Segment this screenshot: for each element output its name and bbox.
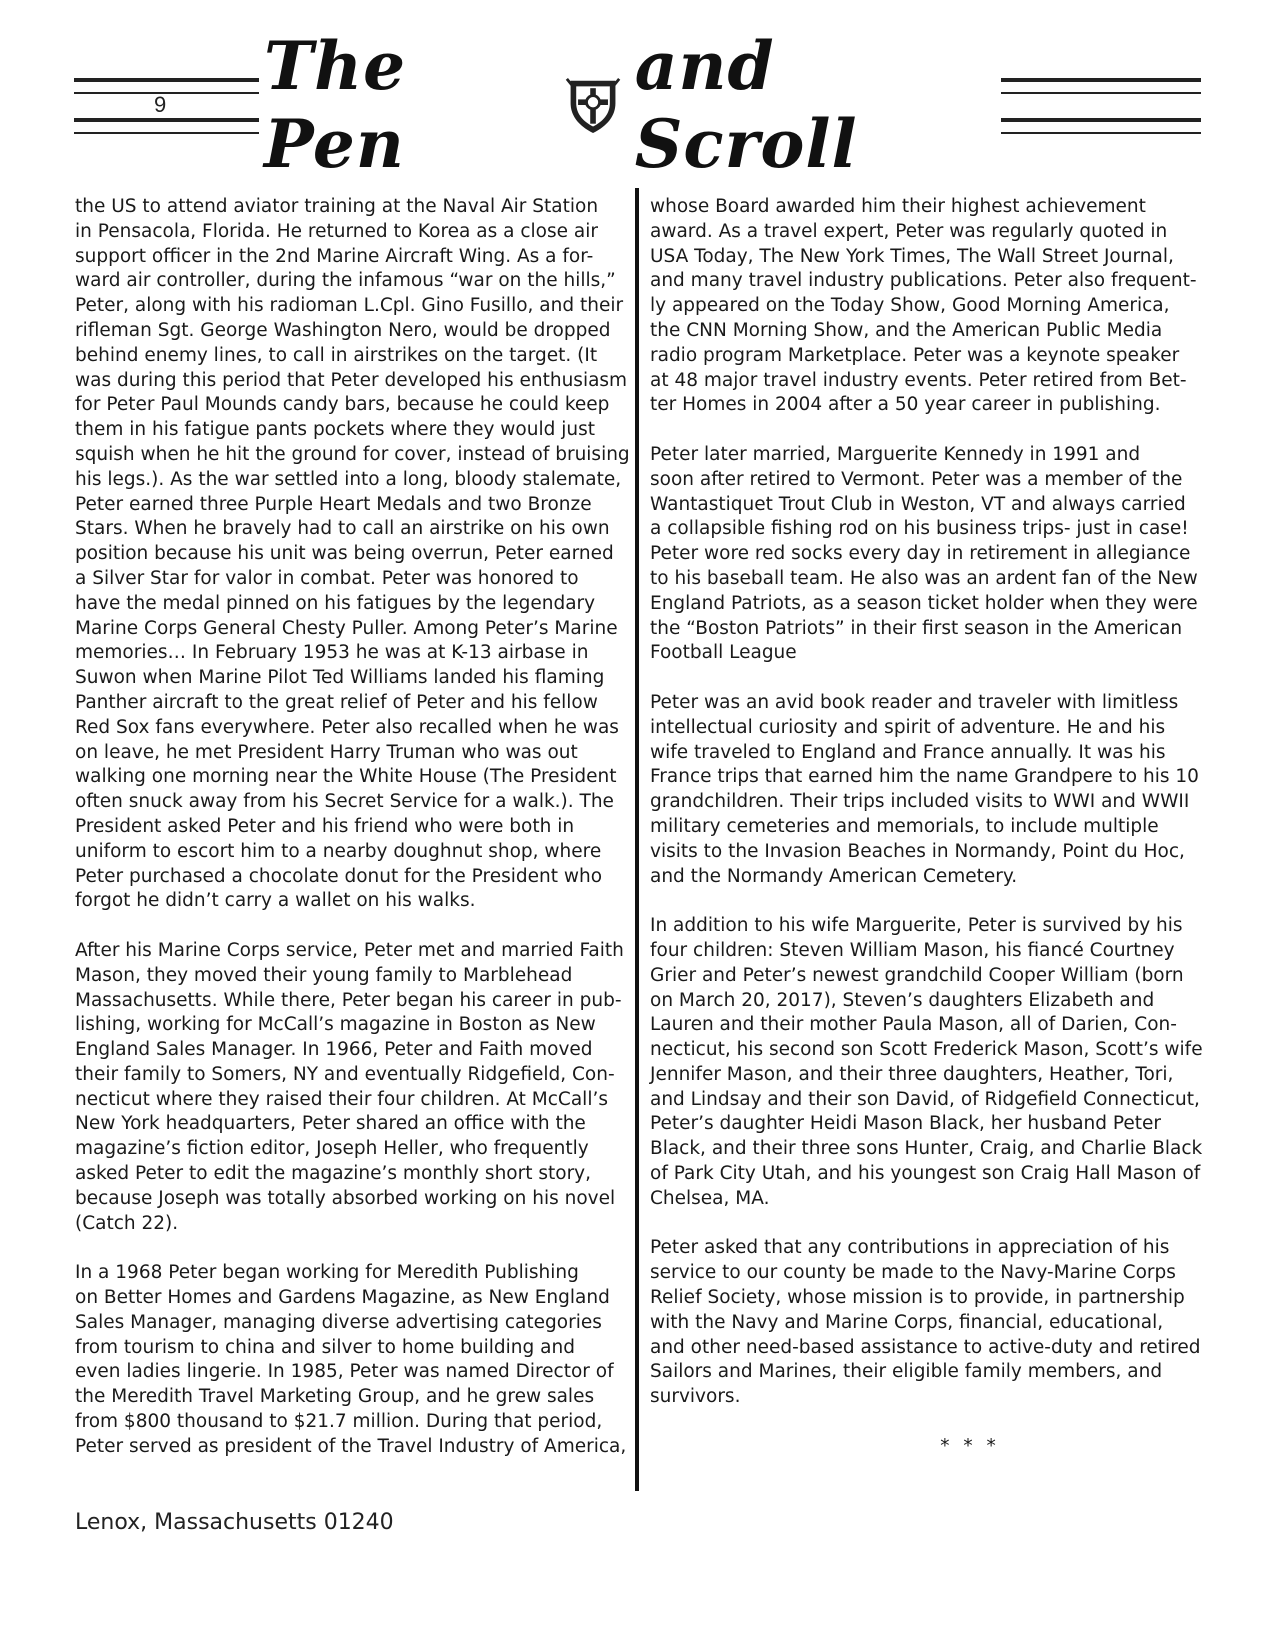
- masthead-title: [264, 27, 996, 183]
- paragraph: Peter was an avid book reader and traveler with limitless intellectual curiosity and spirit of adventure. He and his wife traveled to England and France annually. It was his France trips that earned him the name Grandpere to his 10 grandchildren. Their trips included visits to WWI and WWII military cemeteries and memorials, to include multiple visits to the Invasion Beaches in Normandy, Point du Hoc, and the Normandy American Cemetery.: [650, 691, 1199, 887]
- paragraph: the US to attend aviator training at the Naval Air Station in Pensacola, Florida. He returned to Korea as a close air support officer in the 2nd Marine Aircraft Wing. As a for- ward air controller, during the infamous “war on the hills,” Peter, along with his radioman L.Cpl. Gino Fusillo, and their rifleman Sgt. George Washington Nero, would be dropped behind enemy lines, to call in airstrikes on the target. (It was during this period that Peter developed his enthusiasm for Peter Paul Mounds candy bars, because he could keep them in his fatigue pants pockets where they would just squish when he hit the ground for cover, instead of bruising his legs.). As the war settled into a long, bloody stalemate, Peter earned three Purple Heart Medals and two Bronze Stars. When he bravely had to call an airstrike on his own position because his unit was being overrun, Peter earned a Silver Star for valor in combat. Peter was honored to have the medal pinned on his fatigues by the legendary Marine Corps General Chesty Puller. Among Peter’s Marine memories… In February 1953 he was at K-13 airbase in Suwon when Marine Pilot Ted Williams landed his flaming Panther aircraft to the great relief of Peter and his fellow Red Sox fans everywhere. Peter also recalled when he was on leave, he met President Harry Truman who was out walking one morning near the White House (The President often snuck away from his Secret Service for a walk.). The President asked Peter and his friend who were both in uniform to escort him to a nearby doughnut shop, where Peter purchased a chocolate donut for the President who forgot he didn’t carry a wallet on his walks.: [75, 196, 630, 912]
- crest-icon: [565, 73, 621, 137]
- paragraph: After his Marine Corps service, Peter met and married Faith Mason, they moved their young family to Marblehead Massachusetts. While there, Peter began his career in pub- lishing, working for McCall’s magazine in Boston as New England Sales Manager. In 1966, Peter and Faith moved their family to Somers, NY and eventually Ridgefield, Con- necticut where they raised their four children. At McCall’s New York headquarters, Peter shared an office with the magazine’s fiction editor, Joseph Heller, who frequently asked Peter to edit the magazine’s monthly short story, because Joseph was totally absorbed working on his novel (Catch 22).: [75, 939, 624, 1234]
- footer-address: Lenox, Massachusetts 01240: [75, 1510, 394, 1535]
- right-column: [650, 195, 1210, 1484]
- masthead: [74, 27, 1201, 183]
- paragraph: whose Board awarded him their highest achievement award. As a travel expert, Peter was regularly quoted in USA Today, The New York Times, The Wall Street Journal, and many travel industry publications. Peter also frequent- ly appeared on the Today Show, Good Morning America, the CNN Morning Show, and the American Public Media radio program Marketplace. Peter was a keynote speaker at 48 major travel industry events. Peter retired from Bet- ter Homes in 2004 after a 50 year career in publishing.: [650, 196, 1197, 416]
- masthead-rule-left-top: [74, 78, 259, 94]
- left-column: [75, 195, 635, 1484]
- page-number: 9: [154, 92, 167, 117]
- paragraph: Peter later married, Marguerite Kennedy in 1991 and soon after retired to Vermont. Peter was a member of the Wantastiquet Trout Club in Weston, VT and always carried a collapsible fishing rod on his business trips- just in case! Peter wore red socks every day in retirement in allegiance to his baseball team. He also was an ardent fan of the New England Patriots, as a season ticket holder when they were the “Boston Patriots” in their first season in the American Football League: [650, 443, 1198, 664]
- title-right: and Scroll: [634, 27, 858, 183]
- paragraph: Peter asked that any contributions in appreciation of his service to our county be made to the Navy-Marine Corps Relief Society, whose mission is to provide, in partnership with the Navy and Marine Corps, financial, educational, and other need-based assistance to active-duty and retired Sailors and Marines, their eligible family members, and survivors.: [650, 1237, 1201, 1408]
- masthead-rule-right-top: [1001, 78, 1201, 94]
- column-divider: [635, 188, 639, 1491]
- masthead-rule-right-bottom: [1001, 118, 1201, 134]
- end-mark: * * *: [940, 1435, 1000, 1457]
- masthead-rule-left-bottom: [74, 118, 259, 134]
- title-left: The Pen: [264, 27, 407, 183]
- paragraph: In addition to his wife Marguerite, Peter is survived by his four children: Steven William Mason, his fiancé Courtney Grier and Peter’s newest grandchild Cooper William (born on March 20, 2017), Steven’s daughters Elizabeth and Lauren and their mother Paula Mason, all of Darien, Con- necticut, his second son Scott Frederick Mason, Scott’s wife Jennifer Mason, and their three daughters, Heather, Tori, and Lindsay and their son David, of Ridgefield Connecticut, Peter’s daughter Heidi Mason Black, her husband Peter Black, and their three sons Hunter, Craig, and Charlie Black of Park City Utah, and his youngest son Craig Hall Mason of Chelsea, MA.: [650, 915, 1203, 1209]
- paragraph: In a 1968 Peter began working for Meredith Publishing on Better Homes and Gardens Magazine, as New England Sales Manager, managing diverse advertising categories from tourism to china and silver to home building and even ladies lingerie. In 1985, Peter was named Director of the Meredith Travel Marketing Group, and he grew sales from $800 thousand to $21.7 million. During that period, Peter served as president of the Travel Industry of America,: [75, 1262, 627, 1457]
